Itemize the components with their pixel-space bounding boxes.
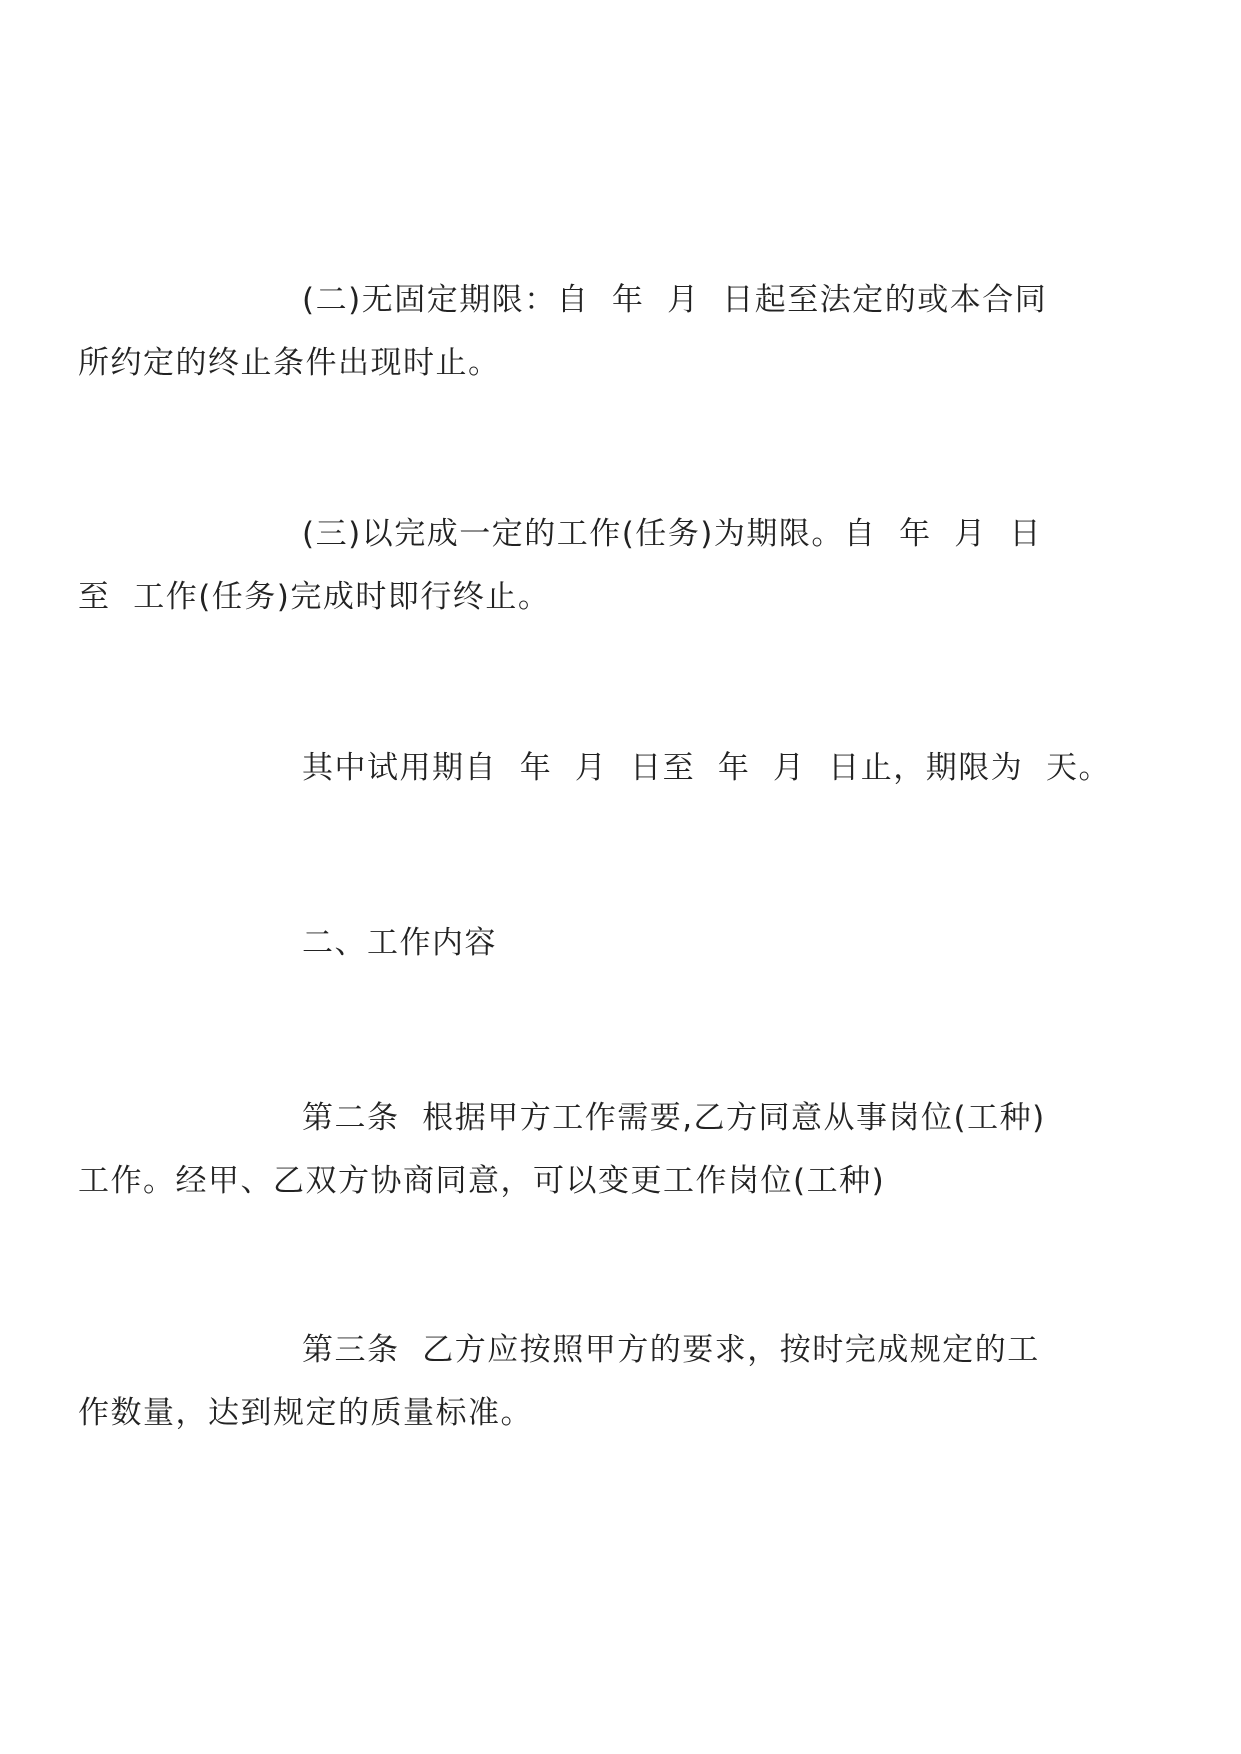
- paragraph-article-2: [78, 1087, 1050, 1213]
- paragraph-line: 所约定的终止条件出现时止。: [78, 345, 501, 381]
- paragraph-article-3: [78, 1319, 1050, 1445]
- paragraph-task-term: [78, 503, 1050, 629]
- paragraph-line: (二)无固定期限：自 年 月 日起至法定的或本合同: [302, 282, 1048, 318]
- paragraph-line: 第三条 乙方应按照甲方的要求，按时完成规定的工: [302, 1332, 1040, 1368]
- paragraph-fixed-term-none: [78, 269, 1050, 395]
- paragraph-line: 工作。经甲、乙双方协商同意，可以变更工作岗位(工种): [78, 1163, 886, 1199]
- paragraph-line: 作数量，达到规定的质量标准。: [78, 1395, 533, 1431]
- paragraph-line: (三)以完成一定的工作(任务)为期限。自 年 月 日: [302, 516, 1042, 552]
- paragraph-probation: [190, 737, 1111, 800]
- paragraph-line: 其中试用期自 年 月 日至 年 月 日止，期限为 天。: [302, 750, 1111, 786]
- section-heading: 二、工作内容: [302, 925, 497, 961]
- section-heading-work-content: [190, 912, 1050, 975]
- paragraph-line: 第二条 根据甲方工作需要,乙方同意从事岗位(工种): [302, 1100, 1046, 1136]
- paragraph-line: 至 工作(任务)完成时即行终止。: [78, 579, 551, 615]
